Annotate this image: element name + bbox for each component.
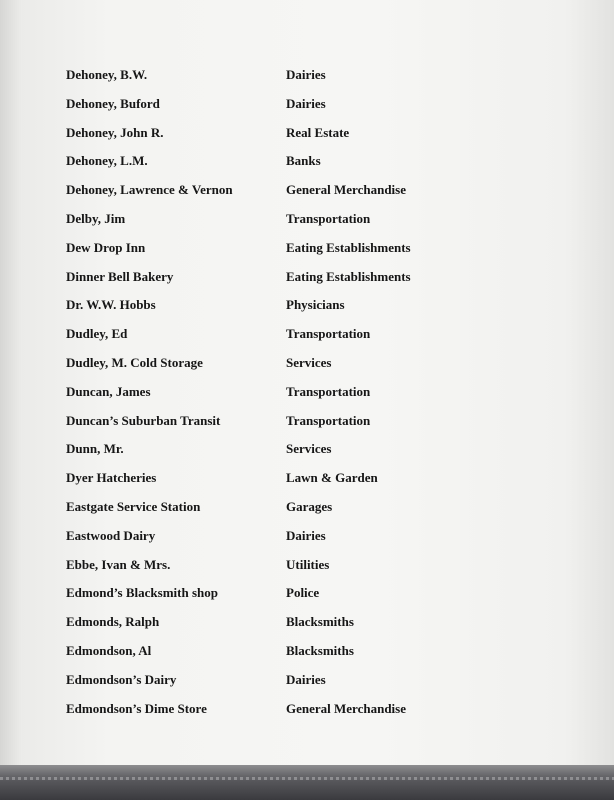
directory-row (66, 124, 586, 153)
directory-row (66, 383, 586, 412)
directory-row (66, 469, 586, 498)
business-name: Dehoney, L.M. (66, 153, 148, 169)
business-name: Edmondson’s Dairy (66, 671, 177, 687)
directory-list (66, 66, 586, 728)
business-category: Dairies (286, 671, 326, 687)
business-name: Duncan, James (66, 383, 151, 399)
business-name: Dehoney, Buford (66, 95, 160, 111)
business-category: Garages (286, 498, 333, 514)
directory-row (66, 296, 586, 325)
directory-row (66, 527, 586, 556)
business-name: Dehoney, Lawrence & Vernon (66, 182, 233, 198)
business-name: Dehoney, John R. (66, 124, 164, 140)
business-name: Edmondson’s Dime Store (66, 700, 207, 716)
business-category: Physicians (286, 297, 345, 313)
directory-row (66, 152, 586, 181)
business-category: Dairies (286, 95, 326, 111)
business-category: Blacksmiths (286, 642, 354, 658)
business-category: Transportation (286, 412, 371, 428)
directory-row (66, 700, 586, 729)
directory-row (66, 613, 586, 642)
business-category: Transportation (286, 210, 371, 226)
business-name: Dyer Hatcheries (66, 470, 157, 486)
directory-row (66, 584, 586, 613)
directory-row (66, 325, 586, 354)
scanner-bed-edge (0, 765, 614, 800)
directory-row (66, 671, 586, 700)
directory-row (66, 642, 586, 671)
business-name: Edmond’s Blacksmith shop (66, 585, 218, 601)
directory-row (66, 440, 586, 469)
directory-row (66, 354, 586, 383)
business-name: Eastwood Dairy (66, 527, 156, 543)
directory-row (66, 95, 586, 124)
business-name: Edmondson, Al (66, 642, 152, 658)
business-category: Lawn & Garden (286, 470, 378, 486)
directory-row (66, 66, 586, 95)
business-category: Eating Establishments (286, 239, 411, 255)
business-name: Ebbe, Ivan & Mrs. (66, 556, 171, 572)
business-name: Dinner Bell Bakery (66, 268, 174, 284)
directory-row (66, 181, 586, 210)
business-category: Utilities (286, 556, 330, 572)
business-name: Dr. W.W. Hobbs (66, 297, 156, 313)
business-category: Eating Establishments (286, 268, 411, 284)
business-category: Blacksmiths (286, 614, 354, 630)
business-name: Edmonds, Ralph (66, 614, 160, 630)
directory-row (66, 239, 586, 268)
business-name: Dunn, Mr. (66, 441, 124, 457)
business-category: General Merchandise (286, 700, 406, 716)
directory-row (66, 556, 586, 585)
directory-row (66, 210, 586, 239)
directory-row (66, 412, 586, 441)
business-name: Dew Drop Inn (66, 239, 146, 255)
business-name: Dudley, Ed (66, 326, 128, 342)
directory-row (66, 268, 586, 297)
business-category: Real Estate (286, 124, 350, 140)
business-category: Police (286, 585, 320, 601)
business-category: Dairies (286, 527, 326, 543)
business-category: Services (286, 441, 332, 457)
business-category: Dairies (286, 67, 326, 82)
business-name: Dehoney, B.W. (66, 67, 148, 82)
business-name: Dudley, M. Cold Storage (66, 354, 203, 370)
business-name: Eastgate Service Station (66, 498, 201, 514)
business-name: Delby, Jim (66, 210, 126, 226)
business-category: General Merchandise (286, 182, 406, 198)
directory-row (66, 498, 586, 527)
business-category: Services (286, 354, 332, 370)
business-name: Duncan’s Suburban Transit (66, 412, 221, 428)
business-category: Transportation (286, 383, 371, 399)
business-category: Banks (286, 153, 321, 169)
business-category: Transportation (286, 326, 371, 342)
